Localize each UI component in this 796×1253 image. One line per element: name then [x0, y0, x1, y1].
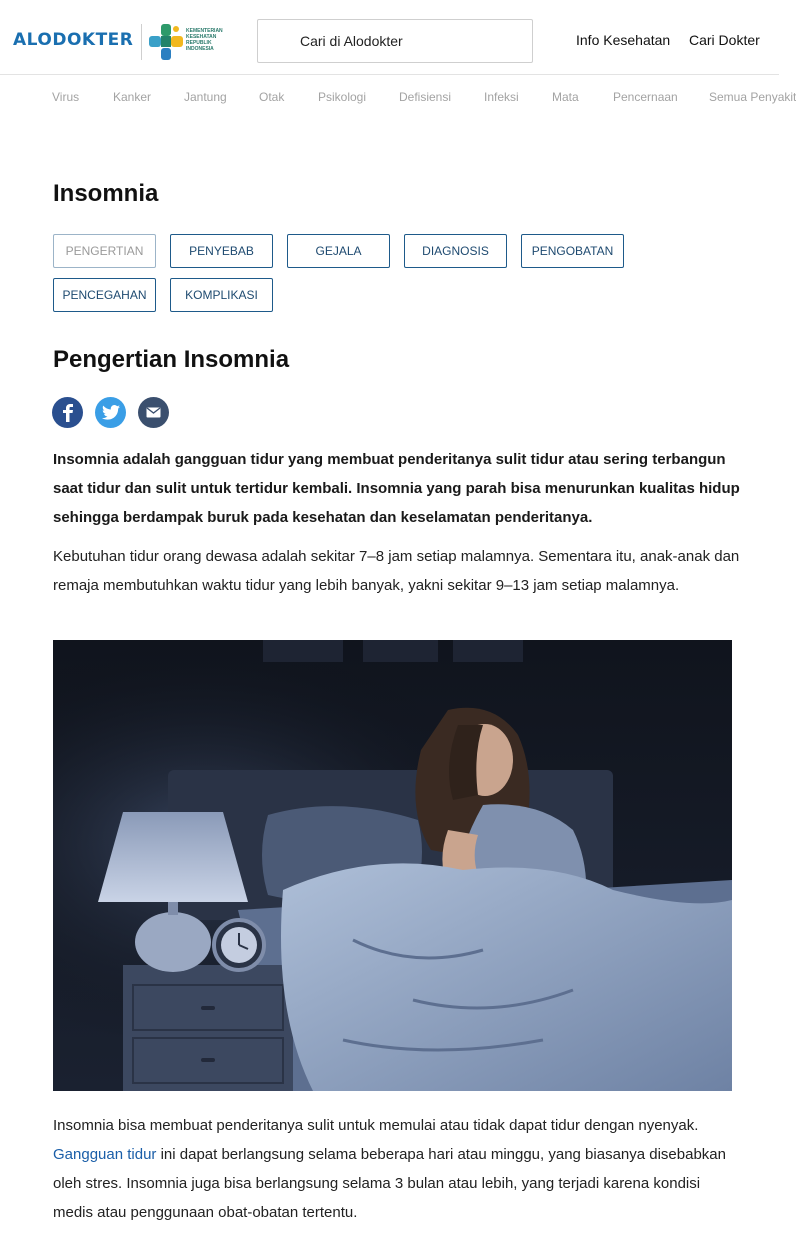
category-infeksi[interactable]: Infeksi [484, 90, 519, 104]
kemenkes-line: REPUBLIK [186, 40, 212, 46]
tab-pencegahan[interactable]: PENCEGAHAN [53, 278, 156, 312]
paragraph-insomnia-durasi [53, 1111, 743, 1227]
logo-divider [141, 24, 142, 60]
category-jantung[interactable]: Jantung [184, 90, 227, 104]
tab-pengertian[interactable]: PENGERTIAN [53, 234, 156, 268]
site-header [0, 0, 779, 75]
kemenkes-line: KEMENTERIAN [186, 28, 223, 34]
lead-paragraph: Insomnia adalah gangguan tidur yang membuat penderitanya sulit tidur atau sering terbangun saat tidur dan sulit untuk tertidur kembali. Insomnia yang parah bisa menurunkan kualitas hidup sehingga berdampak buruk pada kesehatan dan keselamatan penderitanya. [53, 451, 740, 526]
category-mata[interactable]: Mata [552, 90, 579, 104]
kemenkes-logo-icon [149, 24, 183, 60]
share-twitter-button[interactable] [95, 397, 126, 428]
kemenkes-line: INDONESIA [186, 46, 214, 52]
category-psikologi[interactable]: Psikologi [318, 90, 367, 104]
category-kanker[interactable]: Kanker [113, 90, 152, 104]
category-otak[interactable]: Otak [259, 90, 285, 104]
tab-diagnosis[interactable]: DIAGNOSIS [404, 234, 507, 268]
paragraph-kebutuhan-tidur: Kebutuhan tidur orang dewasa adalah sekitar 7–8 jam setiap malamnya. Sementara itu, anak-anak dan remaja membutuhkan waktu tidur yang lebih banyak, yakni sekitar 9–13 jam setiap malamnya. [53, 548, 740, 594]
search-box [257, 19, 533, 63]
category-defisiensi[interactable]: Defisiensi [399, 90, 452, 104]
insomnia-photo-illustration [53, 640, 732, 1091]
article-photo [53, 640, 732, 1091]
tab-pengobatan[interactable]: PENGOBATAN [521, 234, 624, 268]
email-icon [146, 407, 161, 418]
search-input[interactable] [258, 20, 532, 62]
share-email-button[interactable] [138, 397, 169, 428]
paragraph-text: ini dapat berlangsung selama beberapa hari atau minggu, yang biasanya disebabkan oleh stres. Insomnia juga bisa berlangsung selama 3 bulan atau lebih, yang terjadi karena kondisi medis atau penggunaan obat-obatan tertentu. [53, 1146, 726, 1221]
category-bar [0, 88, 796, 108]
paragraph-text: Insomnia bisa membuat penderitanya sulit untuk memulai atau tidak dapat tidur dengan nyenyak. [53, 1117, 699, 1134]
category-semua-penyakit[interactable]: Semua Penyakit [709, 90, 796, 104]
alodokter-logo[interactable]: ALODOKTER [13, 30, 134, 50]
kemenkes-line: KESEHATAN [186, 34, 217, 40]
twitter-icon [102, 405, 120, 420]
kemenkes-text [186, 28, 246, 52]
tab-komplikasi[interactable]: KOMPLIKASI [170, 278, 273, 312]
share-facebook-button[interactable] [52, 397, 83, 428]
page-title: Insomnia [53, 180, 159, 207]
category-virus[interactable]: Virus [52, 90, 80, 104]
facebook-icon [61, 404, 75, 422]
category-pencernaan[interactable]: Pencernaan [613, 90, 678, 104]
tab-penyebab[interactable]: PENYEBAB [170, 234, 273, 268]
nav-cari-dokter[interactable]: Cari Dokter [689, 32, 760, 48]
gangguan-tidur-link[interactable]: Gangguan tidur [53, 1146, 157, 1163]
tab-gejala[interactable]: GEJALA [287, 234, 390, 268]
section-title: Pengertian Insomnia [53, 346, 290, 373]
nav-info-kesehatan[interactable]: Info Kesehatan [576, 32, 671, 48]
